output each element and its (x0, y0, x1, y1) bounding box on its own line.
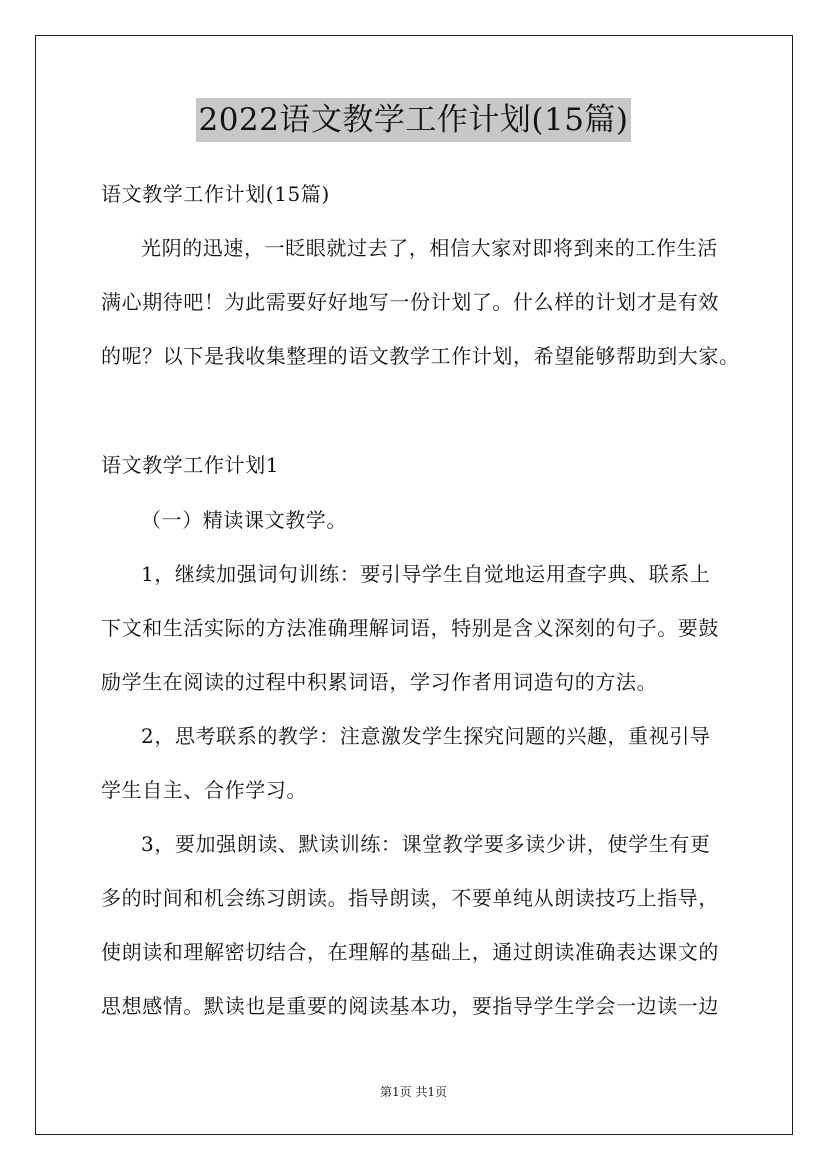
subsection-heading: （一）精读课文教学。 (141, 508, 347, 532)
document-subtitle: 语文教学工作计划(15篇) (101, 182, 330, 206)
paragraph-line: 多的时间和机会练习朗读。指导朗读，不要单纯从朗读技巧上指导， (101, 886, 719, 910)
paragraph-line: 1，继续加强词句训练：要引导学生自觉地运用查字典、联系上 (141, 562, 711, 586)
paragraph-line: 励学生在阅读的过程中积累词语，学习作者用词造句的方法。 (101, 670, 658, 694)
paragraph-line: 的呢？以下是我收集整理的语文教学工作计划，希望能够帮助到大家。 (101, 344, 740, 368)
paragraph-line: 学生自主、合作学习。 (101, 778, 307, 802)
paragraph-line: 3，要加强朗读、默读训练：课堂教学要多读少讲，使学生有更 (141, 832, 711, 856)
title-container (0, 98, 827, 142)
paragraph-line: 下文和生活实际的方法准确理解词语，特别是含义深刻的句子。要鼓 (101, 616, 719, 640)
section-heading: 语文教学工作计划1 (101, 453, 280, 477)
document-title: 2022语文教学工作计划(15篇) (196, 98, 630, 142)
page-footer: 第1页 共1页 (379, 1085, 448, 1099)
paragraph-line: 光阴的迅速，一眨眼就过去了，相信大家对即将到来的工作生活 (141, 236, 718, 260)
paragraph-line: 思想感情。默读也是重要的阅读基本功，要指导学生学会一边读一边 (101, 994, 719, 1018)
paragraph-line: 2，思考联系的教学：注意激发学生探究问题的兴趣，重视引导 (141, 724, 711, 748)
paragraph-line: 使朗读和理解密切结合，在理解的基础上，通过朗读准确表达课文的 (101, 940, 719, 964)
paragraph-line: 满心期待吧！为此需要好好地写一份计划了。什么样的计划才是有效 (101, 290, 719, 314)
